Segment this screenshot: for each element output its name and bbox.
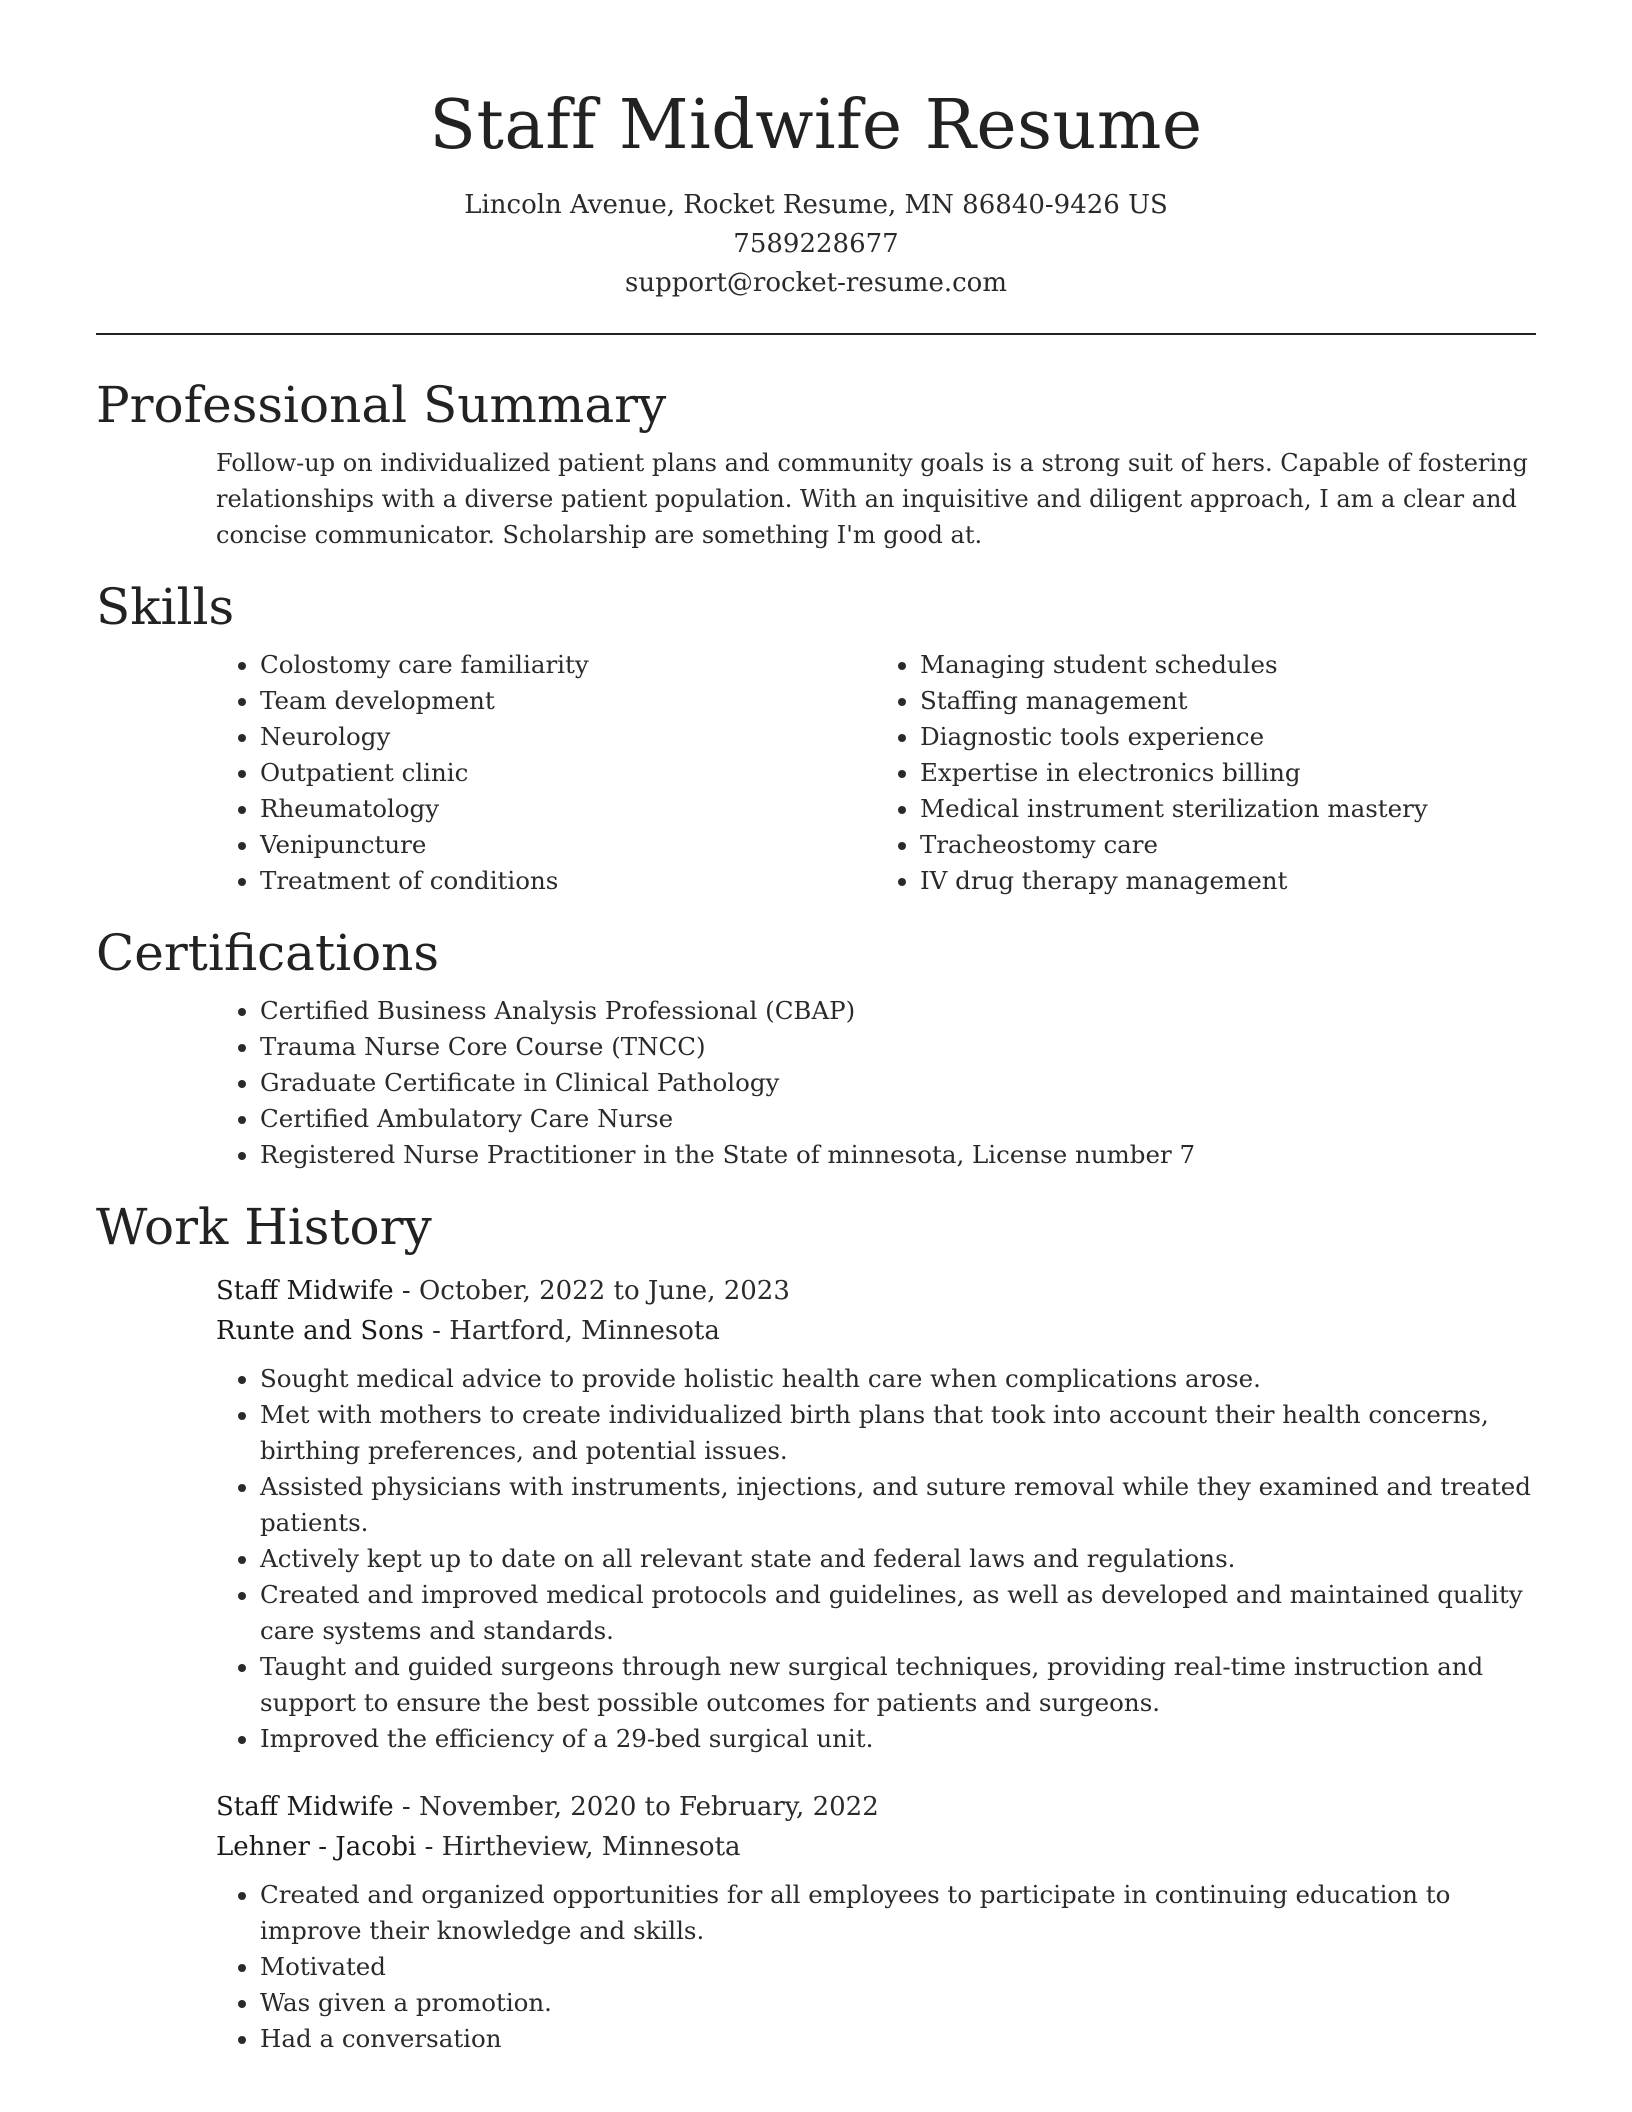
summary-heading: Professional Summary [96,376,667,434]
summary-text: Follow-up on individualized patient plans and community goals is a strong suit of hers. Capable of fostering relationships with a diverse patient population. With an inquisitive and diligent approach, I am a clear and concise communicator. Scholarship are something I'm good at. [216,449,1528,549]
job-duty: • Sought medical advice to provide holistic health care when complications arose. [260,1361,1536,1397]
certification-item: • Registered Nurse Practitioner in the State of minnesota, License number 7 [260,1137,1536,1173]
job-duties-list [216,1877,1536,2057]
skills-heading: Skills [96,578,235,636]
certifications-list [216,993,1536,1173]
job-company-line [216,1311,1536,1351]
job-entry [216,1271,1536,1757]
skill-item: • Team development [260,683,876,719]
job-location: - Hirtheview, Minnesota [416,1832,741,1862]
job-duty: • Was given a promotion. [260,1985,1536,2021]
certification-item: • Certified Ambulatory Care Nurse [260,1101,1536,1137]
skill-item: • IV drug therapy management [920,863,1536,899]
skill-item: • Staffing management [920,683,1536,719]
contact-block [96,186,1536,303]
job-role: Staff Midwife [216,1792,394,1822]
skill-item: • Medical instrument sterilization mastery [920,791,1536,827]
skill-item: • Venipuncture [260,827,876,863]
job-duty: • Had a conversation [260,2021,1536,2057]
contact-address: Lincoln Avenue, Rocket Resume, MN 86840-9426 US [464,190,1168,220]
skills-list-right [876,647,1536,899]
work-history-heading: Work History [96,1198,432,1256]
job-duty: • Met with mothers to create individualized birth plans that took into account their health concerns, birthing preferences, and potential issues. [260,1397,1536,1469]
job-duty: • Created and organized opportunities for all employees to participate in continuing education to improve their knowledge and skills. [260,1877,1536,1949]
job-title-line [216,1271,1536,1311]
job-role: Staff Midwife [216,1276,394,1306]
job-duty: • Assisted physicians with instruments, injections, and suture removal while they examined and treated patients. [260,1469,1536,1541]
job-entry [216,1787,1536,2057]
skill-item: • Neurology [260,719,876,755]
skill-item: • Tracheostomy care [920,827,1536,863]
skill-item: • Diagnostic tools experience [920,719,1536,755]
header-divider [96,333,1536,335]
skill-item: • Managing student schedules [920,647,1536,683]
job-duties-list [216,1361,1536,1757]
contact-phone: 7589228677 [733,229,899,259]
skill-item: • Expertise in electronics billing [920,755,1536,791]
resume-page [96,0,1536,2057]
contact-email: support@rocket-resume.com [624,268,1007,298]
job-duty: • Created and improved medical protocols and guidelines, as well as developed and maintained quality care systems and standards. [260,1577,1536,1649]
job-duty: • Motivated [260,1949,1536,1985]
certification-item: • Graduate Certificate in Clinical Pathology [260,1065,1536,1101]
job-duty: • Improved the efficiency of a 29-bed surgical unit. [260,1721,1536,1757]
certifications-heading: Certifications [96,924,440,982]
job-location: - Hartford, Minnesota [423,1316,720,1346]
skill-item: • Treatment of conditions [260,863,876,899]
skill-item: • Colostomy care familiarity [260,647,876,683]
job-company-line [216,1827,1536,1867]
job-duty: • Taught and guided surgeons through new surgical techniques, providing real-time instruction and support to ensure the best possible outcomes for patients and surgeons. [260,1649,1536,1721]
resume-title: Staff Midwife Resume [429,86,1203,165]
skill-item: • Rheumatology [260,791,876,827]
skill-item: • Outpatient clinic [260,755,876,791]
certification-item: • Certified Business Analysis Professional (CBAP) [260,993,1536,1029]
skills-list-left [216,647,876,899]
job-dates: - October, 2022 to June, 2023 [393,1276,790,1306]
job-dates: - November, 2020 to February, 2022 [393,1792,879,1822]
certification-item: • Trauma Nurse Core Course (TNCC) [260,1029,1536,1065]
job-company: Runte and Sons [216,1316,424,1346]
job-title-line [216,1787,1536,1827]
job-company: Lehner - Jacobi [216,1832,417,1862]
skills-columns [216,647,1536,899]
job-duty: • Actively kept up to date on all relevant state and federal laws and regulations. [260,1541,1536,1577]
